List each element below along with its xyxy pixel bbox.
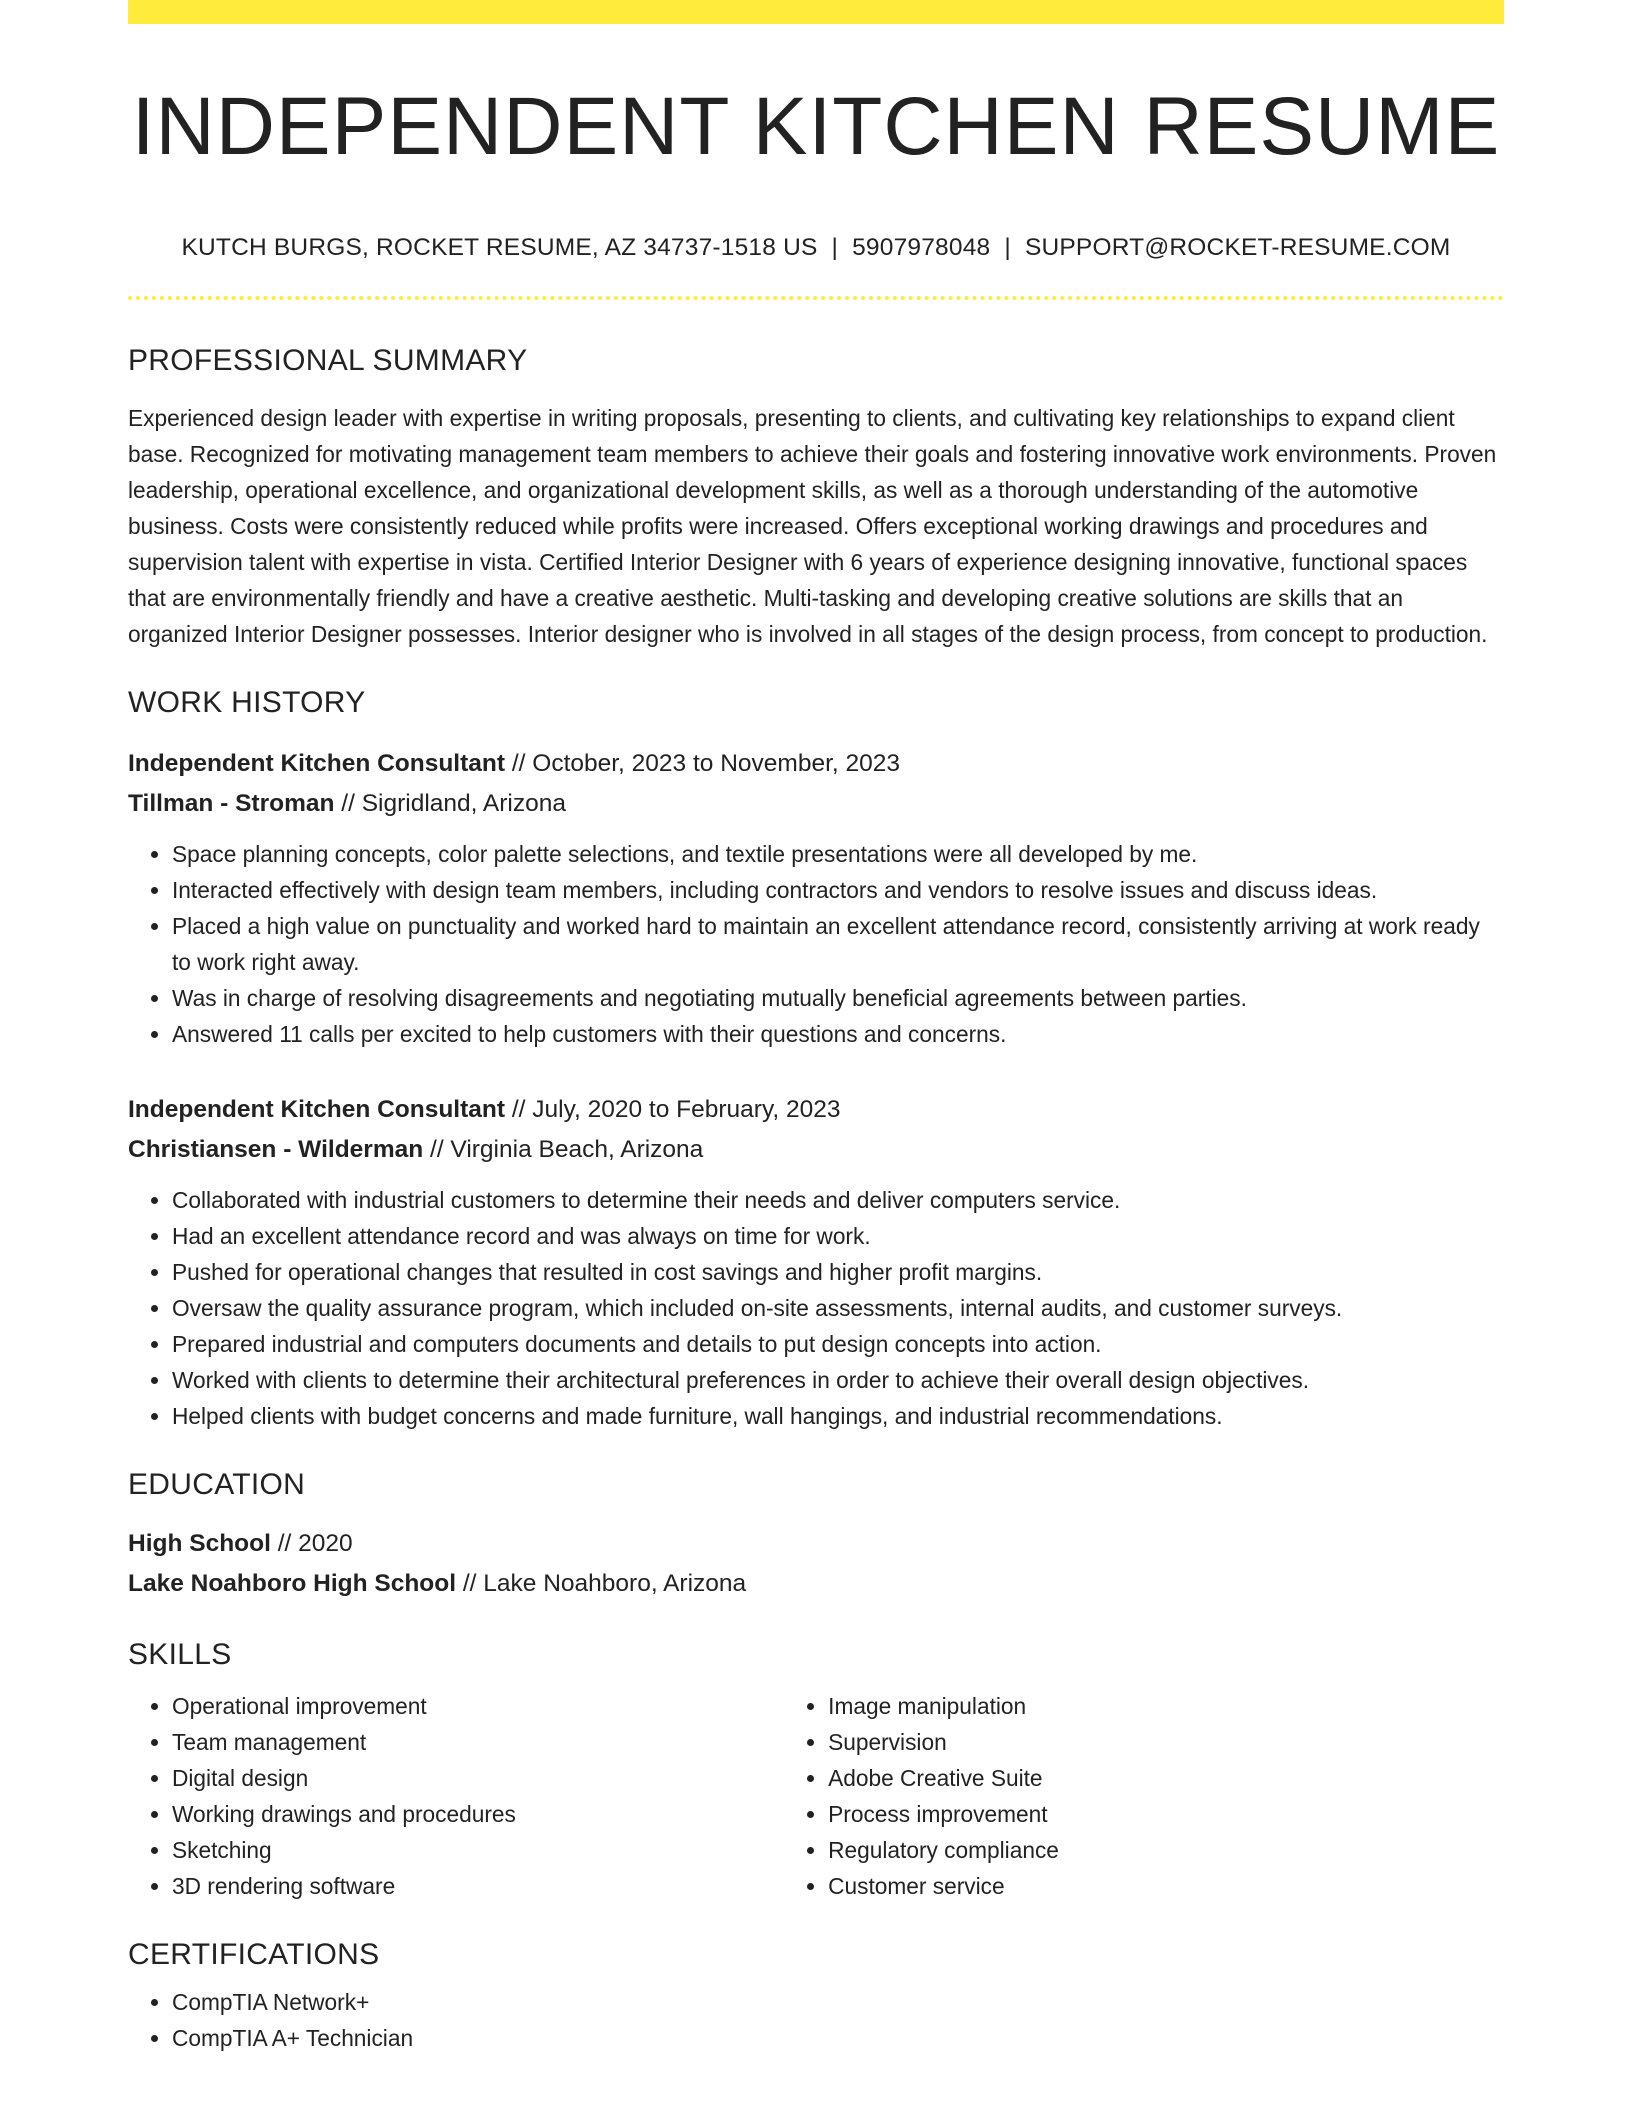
job-company-line — [128, 784, 1504, 824]
list-item: • Was in charge of resolving disagreements and negotiating mutually beneficial agreements between parties. — [172, 980, 1504, 1016]
skills-heading: SKILLS — [128, 1638, 232, 1672]
degree: High School — [128, 1530, 271, 1558]
list-item: • Answered 11 calls per excited to help customers with their questions and concerns. — [172, 1016, 1504, 1052]
list-item: • Prepared industrial and computers documents and details to put design concepts into action. — [172, 1326, 1504, 1362]
top-accent-bar — [128, 0, 1504, 24]
list-item: • Digital design — [172, 1760, 784, 1796]
work-history-heading: WORK HISTORY — [128, 686, 366, 720]
list-item: • Space planning concepts, color palette selections, and textile presentations were all developed by me. — [172, 836, 1504, 872]
list-item: • Sketching — [172, 1832, 784, 1868]
list-item: • Oversaw the quality assurance program, which included on-site assessments, internal audits, and customer surveys. — [172, 1290, 1504, 1326]
page-title: INDEPENDENT KITCHEN RESUME — [131, 81, 1501, 172]
job-title: Independent Kitchen Consultant — [128, 750, 506, 778]
job-dates: // July, 2020 to February, 2023 — [505, 1096, 841, 1124]
job-dates: // October, 2023 to November, 2023 — [505, 750, 900, 778]
list-item: • Regulatory compliance — [828, 1832, 1504, 1868]
school-location: // Lake Noahboro, Arizona — [456, 1570, 747, 1598]
resume-page — [128, 0, 1504, 2112]
phone-text: 5907978048 — [852, 234, 991, 262]
certifications-list — [128, 1984, 1504, 2056]
summary-text: Experienced design leader with expertise in writing proposals, presenting to clients, and cultivating key relationships to expand client base. Recognized for motivating management team members to achieve their goals and fostering innovative work environments. Proven leadership, operational excellence, and organizational development skills, as well as a thorough understanding of the automotive business. Costs were consistently reduced while profits were increased. Offers exceptional working drawings and procedures and supervision talent with expertise in vista. Certified Interior Designer with 6 years of experience designing innovative, functional spaces that are environmentally friendly and have a creative aesthetic. Multi-tasking and developing creative solutions are skills that an organized Interior Designer possesses. Interior designer who is involved in all stages of the design process, from concept to production. — [128, 405, 1497, 648]
list-item: • Operational improvement — [172, 1688, 784, 1724]
list-item: • Adobe Creative Suite — [828, 1760, 1504, 1796]
list-item: • Worked with clients to determine their architectural preferences in order to achieve their overall design objectives. — [172, 1362, 1504, 1398]
list-item: • Pushed for operational changes that resulted in cost savings and higher profit margins. — [172, 1254, 1504, 1290]
job-title: Independent Kitchen Consultant — [128, 1096, 506, 1124]
separator: | — [831, 234, 839, 262]
job-bullets — [128, 1182, 1504, 1434]
list-item: • Supervision — [828, 1724, 1504, 1760]
job-company: Tillman - Stroman — [128, 790, 335, 818]
list-item: • Process improvement — [828, 1796, 1504, 1832]
list-item: • Customer service — [828, 1868, 1504, 1904]
degree-year: // 2020 — [270, 1530, 353, 1558]
education-entry — [128, 1524, 1504, 1604]
list-item: • Had an excellent attendance record and was always on time for work. — [172, 1218, 1504, 1254]
summary-heading: PROFESSIONAL SUMMARY — [128, 344, 528, 378]
skills-columns — [128, 1688, 1504, 1904]
list-item: • Team management — [172, 1724, 784, 1760]
job-entry — [128, 1090, 1504, 1434]
list-item: • Working drawings and procedures — [172, 1796, 784, 1832]
address-text: KUTCH BURGS, ROCKET RESUME, AZ 34737-1518 US — [181, 234, 818, 262]
dotted-divider — [128, 296, 1504, 300]
list-item: • Helped clients with budget concerns and made furniture, wall hangings, and industrial recommendations. — [172, 1398, 1504, 1434]
degree-line — [128, 1524, 1504, 1564]
education-heading: EDUCATION — [128, 1468, 306, 1502]
skills-list-left — [128, 1688, 784, 1904]
job-title-line — [128, 1090, 1504, 1130]
separator: | — [1004, 234, 1011, 262]
list-item: • Collaborated with industrial customers to determine their needs and deliver computers service. — [172, 1182, 1504, 1218]
contact-line — [128, 234, 1504, 262]
email-text: SUPPORT@ROCKET-RESUME.COM — [1024, 234, 1451, 262]
job-location: // Virginia Beach, Arizona — [423, 1136, 704, 1164]
job-location: // Sigridland, Arizona — [334, 790, 566, 818]
school-name: Lake Noahboro High School — [128, 1570, 457, 1598]
list-item: • Placed a high value on punctuality and worked hard to maintain an excellent attendance record, consistently arriving at work ready to work right away. — [172, 908, 1504, 980]
job-title-line — [128, 744, 1504, 784]
job-company: Christiansen - Wilderman — [128, 1136, 424, 1164]
job-bullets — [128, 836, 1504, 1052]
list-item: • Interacted effectively with design team members, including contractors and vendors to resolve issues and discuss ideas. — [172, 872, 1504, 908]
job-company-line — [128, 1130, 1504, 1170]
list-item: • Image manipulation — [828, 1688, 1504, 1724]
skills-list-right — [784, 1688, 1504, 1904]
school-line — [128, 1564, 1504, 1604]
certifications-heading: CERTIFICATIONS — [128, 1938, 380, 1972]
job-entry — [128, 744, 1504, 1052]
list-item: • CompTIA A+ Technician — [172, 2020, 1504, 2056]
list-item: • CompTIA Network+ — [172, 1984, 1504, 2020]
list-item: • 3D rendering software — [172, 1868, 784, 1904]
